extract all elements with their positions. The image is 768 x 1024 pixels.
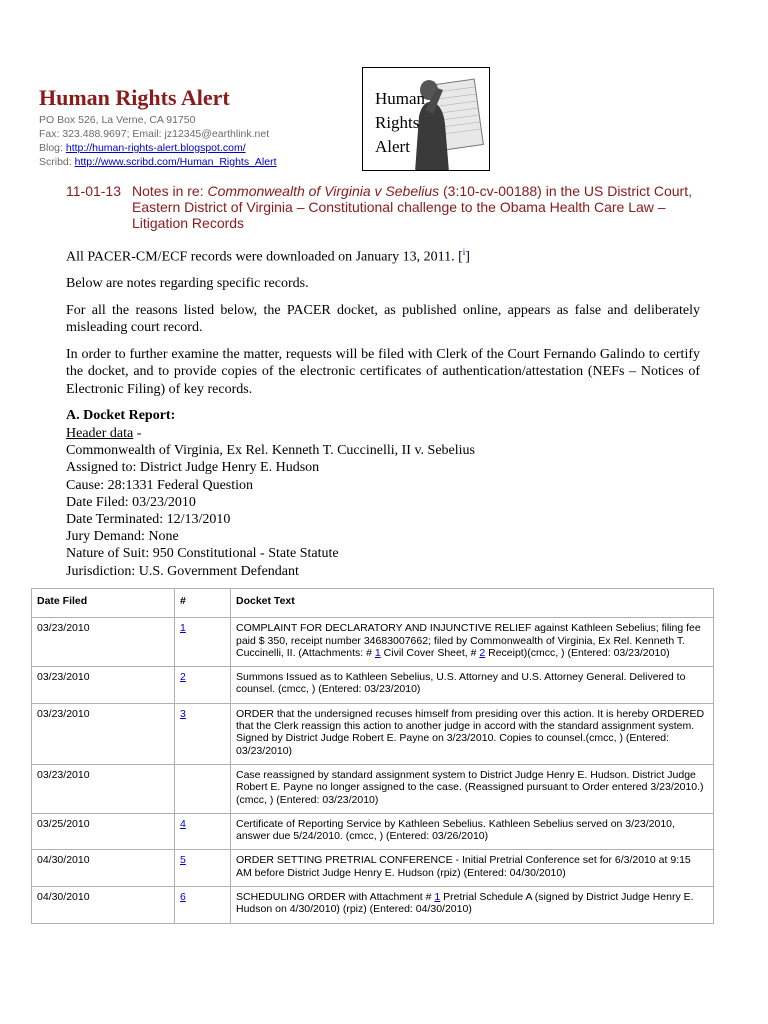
scribd-label: Scribd: (39, 156, 72, 168)
scribd-line (39, 155, 359, 169)
blog-label: Blog: (39, 142, 63, 154)
row-text-b: Pretrial Schedule A (signed by District Judge Henry E. Hudson on 4/30/2010) (rpiz) (Entered: 04/30/2010) (236, 891, 694, 916)
address: PO Box 526, La Verne, CA 91750 (39, 114, 196, 126)
document-body (66, 244, 700, 580)
para-reasons: For all the reasons listed below, the PACER docket, as published online, appears as false and deliberately misleading court record. (66, 302, 700, 336)
para-download-end: ] (465, 249, 470, 265)
header-data-dash: - (133, 425, 142, 441)
table-row (32, 887, 714, 924)
docket-entry-link[interactable]: 3 (180, 707, 186, 720)
row-text: Case reassigned by standard assignment system to District Judge Henry E. Hudson. District Judge Robert E. Payne no longer assigned to the case. (Reassigned pursuant to Order entered 3/23/2010.) (cmcc, ) (Entered: 03/23/2010) (231, 764, 714, 813)
header-line: Jury Demand: None (66, 529, 179, 545)
logo-word-human: Human (375, 89, 426, 108)
row-date: 04/30/2010 (32, 850, 175, 887)
header-line: Date Filed: 03/23/2010 (66, 494, 196, 510)
fax-email: Fax: 323.488.9697; Email: jz12345@earthlink.net (39, 128, 270, 140)
title-post: (3:10-cv-00188) in the US District Court, Eastern District of Virginia – Constitutional challenge to the Obama Health Care Law – Litigation Records (132, 183, 692, 231)
title-case: Commonwealth of Virginia v Sebelius (207, 183, 440, 199)
header-line: Jurisdiction: U.S. Government Defendant (66, 563, 299, 579)
row-date: 04/30/2010 (32, 887, 175, 924)
para-download (66, 244, 700, 266)
attachment-link[interactable]: 2 (479, 646, 486, 659)
table-row (32, 618, 714, 667)
document-title (66, 183, 706, 231)
row-text (231, 618, 714, 667)
logo-word-alert: Alert (375, 137, 410, 156)
para-notes: Below are notes regarding specific records. (66, 276, 309, 292)
scribd-link[interactable]: http://www.scribd.com/Human_Rights_Alert (74, 156, 277, 168)
docket-entry-link[interactable]: 2 (180, 671, 186, 684)
col-number: # (175, 589, 231, 618)
header-data-lines (66, 442, 700, 580)
header-line: Date Terminated: 12/13/2010 (66, 511, 231, 527)
para-download-text: All PACER-CM/ECF records were downloaded on January 13, 2011. [ (66, 249, 463, 265)
row-number (175, 850, 231, 887)
row-text: ORDER that the undersigned recuses himself from presiding over this action. It is hereby ORDERED that the Clerk reassign this action to another judge in accord with the standard assignment system. Signed by District Judge Robert E. Payne on 3/23/2010. Copies to counsel.(cmcc, ) (Entered: 03/23/2010) (231, 703, 714, 764)
table-row (32, 850, 714, 887)
row-text-c: Receipt)(cmcc, ) (Entered: 03/23/2010) (485, 646, 670, 659)
table-row (32, 764, 714, 813)
endnote-link[interactable]: i (462, 247, 466, 257)
table-row (32, 813, 714, 850)
blog-link[interactable]: http://human-rights-alert.blogspot.com/ (65, 142, 246, 154)
title-text (132, 183, 706, 231)
header-data-label (66, 425, 700, 443)
attachment-link[interactable]: 1 (434, 891, 441, 904)
letterhead (39, 86, 359, 169)
row-text-a: SCHEDULING ORDER with Attachment # (236, 891, 435, 904)
row-number (175, 764, 231, 813)
row-number (175, 667, 231, 704)
header-data-underlined: Header data (66, 425, 134, 441)
org-name: Human Rights Alert (39, 85, 230, 110)
col-docket-text: Docket Text (231, 589, 714, 618)
row-date: 03/25/2010 (32, 813, 175, 850)
row-text: ORDER SETTING PRETRIAL CONFERENCE - Initial Pretrial Conference set for 6/3/2010 at 9:15 AM before District Judge Henry E. Hudson (rpiz) (Entered: 04/30/2010) (231, 850, 714, 887)
row-number (175, 703, 231, 764)
table-row (32, 667, 714, 704)
logo-word-rights: Rights (375, 113, 420, 132)
row-number (175, 813, 231, 850)
row-date: 03/23/2010 (32, 764, 175, 813)
docket-entry-link[interactable]: 4 (180, 817, 186, 830)
row-text: Certificate of Reporting Service by Kathleen Sebelius. Kathleen Sebelius served on 3/23/2010, answer due 5/24/2010. (cmcc, ) (Entered: 03/26/2010) (231, 813, 714, 850)
row-text-b: Civil Cover Sheet, # (380, 646, 480, 659)
row-number (175, 618, 231, 667)
docket-entry-link[interactable]: 1 (180, 622, 186, 635)
logo (362, 67, 490, 171)
para-requests: In order to further examine the matter, requests will be filed with Clerk of the Court Fernando Galindo to certify the docket, and to provide copies of the electronic certificates of authentication/attestation (NEFs – Notices of Electronic Filing) of key records. (66, 346, 700, 397)
row-text-a: COMPLAINT FOR DECLARATORY AND INJUNCTIVE RELIEF against Kathleen Sebelius; filing fee paid $ 350, receipt number 34683007662; filed by Commonwealth of Virginia, Ex Rel. Kenneth T. Cuccinelli, II. (Attachments: # (236, 622, 701, 659)
title-date: 11-01-13 (66, 183, 122, 199)
section-heading: A. Docket Report: (66, 408, 176, 424)
docket-entry-link[interactable]: 5 (180, 854, 186, 867)
col-date-filed: Date Filed (32, 589, 175, 618)
row-date: 03/23/2010 (32, 667, 175, 704)
header-line: Nature of Suit: 950 Constitutional - State Statute (66, 546, 339, 562)
title-pre: Notes in re: (132, 183, 208, 199)
header-line: Assigned to: District Judge Henry E. Hudson (66, 460, 320, 476)
row-date: 03/23/2010 (32, 618, 175, 667)
row-text: Summons Issued as to Kathleen Sebelius, U.S. Attorney and U.S. Attorney General. Delivered to counsel. (cmcc, ) (Entered: 03/23/2010) (231, 667, 714, 704)
docket-table (31, 588, 714, 924)
header-line: Cause: 28:1331 Federal Question (66, 477, 254, 493)
blog-line (39, 141, 359, 155)
row-number (175, 887, 231, 924)
row-date: 03/23/2010 (32, 703, 175, 764)
table-header-row (32, 589, 714, 618)
docket-entry-link[interactable]: 6 (180, 891, 186, 904)
row-text (231, 887, 714, 924)
attachment-link[interactable]: 1 (374, 646, 381, 659)
table-row (32, 703, 714, 764)
header-line: Commonwealth of Virginia, Ex Rel. Kenneth T. Cuccinelli, II v. Sebelius (66, 443, 475, 459)
